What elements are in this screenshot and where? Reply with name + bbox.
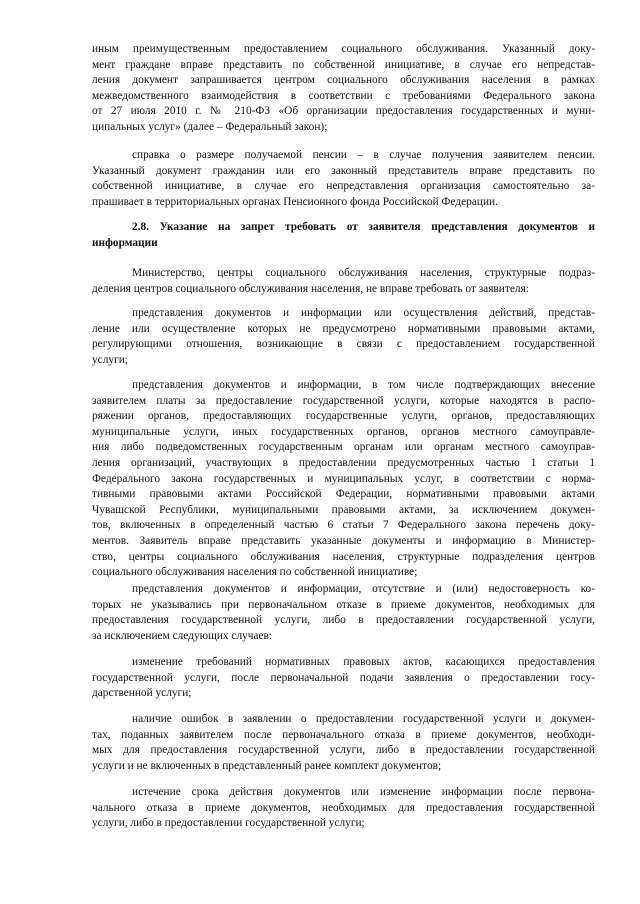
text-line: ния либо подведомственных государственным органам или органам местного самоуправ- [92, 441, 595, 454]
text-line: истечение срока действия документов или изменение информации после первона- [132, 786, 595, 798]
text-line: ления организаций, участвующих в предоставлении предусмотренных частью 1 статьи 1 [92, 456, 595, 469]
text-line: чального отказа в приеме документов, необходимых для предоставления государственной [92, 801, 595, 814]
text-line: деления центров социального обслуживания населения, не вправе требовать от заявителя: [92, 282, 529, 295]
text-line: наличие ошибок в заявлении о предоставлении государственной услуги и докумен- [132, 713, 595, 725]
text-line: заявителем платы за предоставление государственной услуги, которые находятся в распо- [92, 394, 595, 407]
text-line: за исключением следующих случаев: [92, 629, 273, 642]
text-line: представления документов и информации, в том числе подтверждающих внесение [132, 379, 595, 391]
text-line: иным преимущественным предоставлением социального обслуживания. Указанный доку- [92, 43, 595, 55]
text-line: социального обслуживания населения по собственной инициативе; [92, 566, 418, 579]
text-line: ления документ запрашивается центром социального обслуживания населения в рамках [92, 74, 595, 87]
text-line: межведомственного взаимодействия в соответствии с требованиями Федерального закона [92, 89, 595, 102]
paragraph-case-errors [92, 712, 595, 774]
paragraph-pension-certificate [92, 148, 595, 210]
text-line: услуги, либо в предоставлении государственной услуги; [92, 817, 365, 830]
heading-line: информации [92, 236, 158, 249]
text-line: Федерального закона государственных и муниципальных услуг, в соответствии с норма- [92, 472, 595, 485]
text-line: тах, поданных заявителем после первоначального отказа в приеме документов, необходи- [92, 728, 595, 741]
text-line: услуги и не включенных в представленный ранее комплект документов; [92, 759, 442, 772]
paragraph-item-fee-documents [92, 378, 595, 581]
section-heading-2-8 [92, 220, 595, 251]
paragraph-federal-law-request [92, 42, 595, 136]
text-line: ципальных услуг» (далее – Федеральный закон); [92, 120, 328, 133]
text-line: Министерство, центры социального обслуживания населения, структурные подраз- [132, 267, 595, 279]
text-line: мент граждане вправе представить по собственной инициативе, в случае его непредстав- [92, 58, 595, 71]
text-line: Указанный документ гражданин или его законный представитель вправе представить по [92, 164, 595, 177]
paragraph-case-requirements-change [92, 655, 595, 702]
text-line: мых для предоставления государственной услуги, либо в предоставлении государственной [92, 744, 595, 757]
heading-line: 2.8. Указание на запрет требовать от заявителя представления документов и [132, 221, 595, 233]
text-line: представления документов и информации, отсутствие и (или) недостоверность ко- [132, 583, 595, 595]
text-line: предоставления государственной услуги, либо в предоставлении государственной услуги, [92, 614, 595, 627]
text-line: услуги; [92, 353, 128, 366]
text-line: ление или осуществление которых не предусмотрено нормативными правовыми актами, [92, 322, 595, 335]
text-line: государственной услуги, после первоначальной подачи заявления о предоставлении госу- [92, 671, 595, 684]
text-line: изменение требований нормативных правовых актов, касающихся предоставления [132, 656, 595, 668]
paragraph-item-documents-actions [92, 306, 595, 368]
text-line: тов, включенных в определенный частью 6 статьи 7 Федерального закона перечень доку- [92, 519, 595, 532]
text-line: прашивает в территориальных органах Пенсионного фонда Российской Федерации. [92, 195, 498, 208]
text-line: дарственной услуги; [92, 687, 192, 700]
text-line: тивными правовыми актами Российской Федерации, нормативными правовыми актами [92, 488, 595, 501]
text-line: ряжении органов, предоставляющих государственные услуги, органов, предоставляющих [92, 410, 595, 423]
text-line: ментов. Заявитель вправе представить указанные документы и информацию в Министер- [92, 534, 595, 547]
text-line: торых не указывались при первоначальном отказе в приеме документов, необходимых для [92, 598, 595, 611]
text-line: ство, центры социального обслуживания населения, структурные подразделения центров [92, 550, 595, 563]
text-line: регулирующими отношения, возникающие в связи с предоставлением государственной [92, 338, 595, 351]
paragraph-ministry-prohibition [92, 266, 595, 297]
text-line: собственной инициативе, в случае его непредставления организация самостоятельно за- [92, 180, 595, 193]
text-line: муниципальные услуги, иных государственных органов, органов местного самоуправле- [92, 425, 595, 438]
paragraph-case-expiry [92, 785, 595, 832]
text-line: от 27 июля 2010 г. № 210-ФЗ «Об организации предоставления государственных и муни- [92, 105, 595, 118]
paragraph-item-not-indicated [92, 582, 595, 644]
text-line: представления документов и информации или осуществления действий, представ- [132, 307, 595, 319]
text-line: справка о размере получаемой пенсии – в случае получения заявителем пенсии. [132, 149, 595, 161]
text-line: Чувашской Республики, муниципальными правовыми актами, за исключением докумен- [92, 503, 595, 516]
